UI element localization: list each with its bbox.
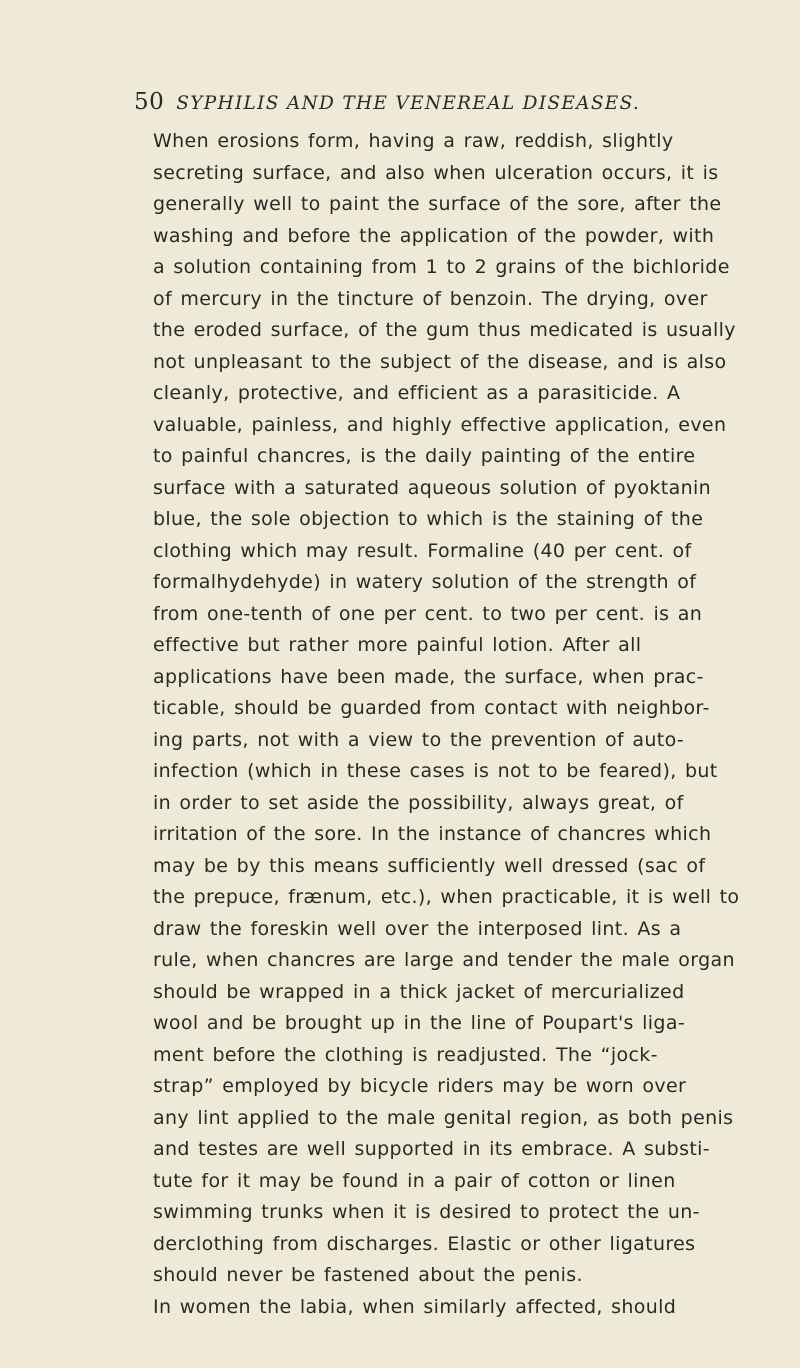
running-head (134, 82, 774, 122)
text-line: ment before the clothing is readjusted. The “jock- (153, 1043, 658, 1066)
text-line: wool and be brought up in the line of Poupart's liga- (153, 1012, 686, 1034)
text-line: surface with a saturated aqueous solution of pyoktanin (153, 476, 711, 499)
body-text (153, 126, 793, 1323)
text-line: In women the labia, when similarly affected, should (153, 1295, 677, 1318)
text-line: ing parts, not with a view to the prevention of auto- (153, 728, 685, 751)
text-line: formalhydehyde) in watery solution of the strength of (153, 571, 697, 593)
text-line: draw the foreskin well over the interposed lint. As a (153, 917, 682, 940)
text-line: valuable, painless, and highly effective application, even (153, 413, 727, 436)
text-line: When erosions form, having a raw, reddish, slightly (153, 130, 674, 152)
text-line: should never be fastened about the penis. (153, 1264, 583, 1286)
text-line: washing and before the application of the powder, with (153, 224, 715, 247)
text-line: the eroded surface, of the gum thus medicated is usually (153, 319, 736, 341)
text-line: infection (which in these cases is not to be feared), but (153, 760, 718, 782)
text-line: applications have been made, the surface, when prac- (153, 665, 704, 688)
text-line: should be wrapped in a thick jacket of mercurialized (153, 980, 685, 1003)
text-line: clothing which may result. Formaline (40 per cent. of (153, 539, 692, 562)
text-line: secreting surface, and also when ulceration occurs, it is (153, 161, 719, 184)
text-line: from one-tenth of one per cent. to two per cent. is an (153, 602, 703, 625)
text-line: may be by this means sufficiently well dressed (sac of (153, 854, 706, 877)
page-number: 50 (134, 89, 165, 115)
text-line: tute for it may be found in a pair of cotton or linen (153, 1169, 676, 1192)
text-line: a solution containing from 1 to 2 grains of the bichloride (153, 256, 730, 278)
text-line: to painful chancres, is the daily painting of the entire (153, 445, 696, 467)
text-line: ticable, should be guarded from contact with neighbor- (153, 697, 710, 719)
text-line: cleanly, protective, and efficient as a parasiticide. A (153, 382, 681, 404)
text-line: and testes are well supported in its embrace. A substi- (153, 1138, 710, 1160)
text-line: irritation of the sore. In the instance of chancres which (153, 823, 712, 845)
text-line: rule, when chancres are large and tender the male organ (153, 949, 735, 971)
text-line: generally well to paint the surface of the sore, after the (153, 193, 722, 215)
text-line: strap” employed by bicycle riders may be worn over (153, 1075, 687, 1097)
text-line: of mercury in the tincture of benzoin. The drying, over (153, 287, 708, 310)
running-title: SYPHILIS AND THE VENEREAL DISEASES. (176, 93, 641, 114)
text-line: derclothing from discharges. Elastic or other ligatures (153, 1232, 696, 1255)
text-line: swimming trunks when it is desired to protect the un- (153, 1201, 700, 1223)
text-line: in order to set aside the possibility, always great, of (153, 791, 684, 814)
text-line: any lint applied to the male genital region, as both penis (153, 1106, 734, 1129)
text-line: effective but rather more painful lotion. After all (153, 634, 642, 656)
text-line: blue, the sole objection to which is the staining of the (153, 508, 704, 530)
text-line: not unpleasant to the subject of the disease, and is also (153, 350, 727, 373)
text-line: the prepuce, frænum, etc.), when practicable, it is well to (153, 886, 740, 908)
